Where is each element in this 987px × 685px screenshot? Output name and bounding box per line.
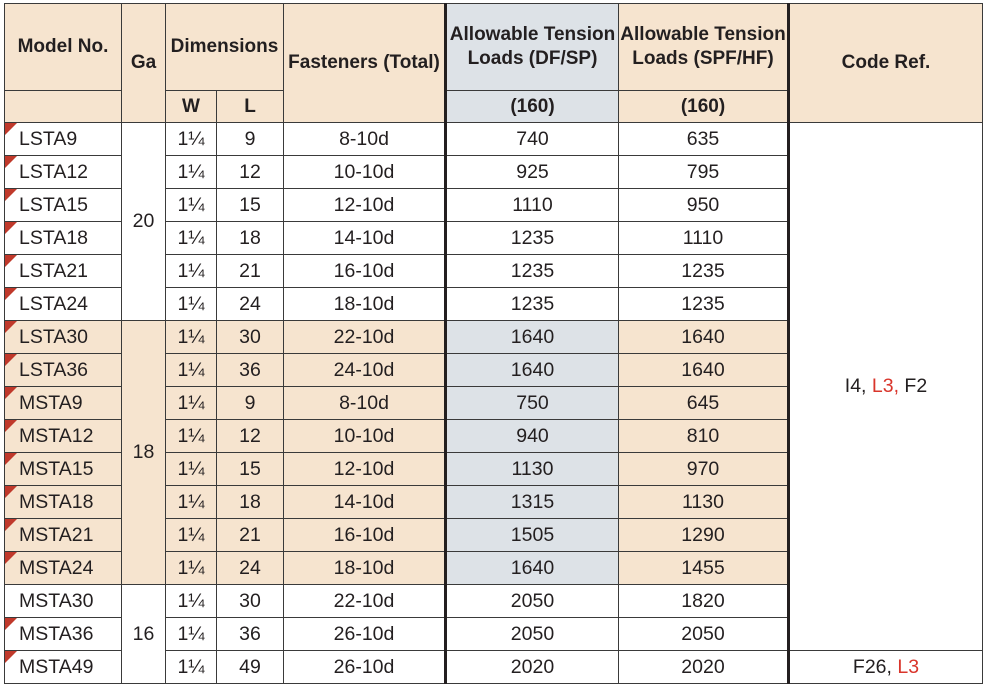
width-cell: 1¼ bbox=[166, 321, 217, 354]
model-cell: MSTA9 bbox=[5, 387, 122, 420]
tension-dfsp-cell: 1640 bbox=[446, 552, 619, 585]
length-cell: 9 bbox=[217, 123, 284, 156]
model-cell: MSTA21 bbox=[5, 519, 122, 552]
new-product-flag-icon bbox=[5, 354, 17, 366]
gauge-cell: 16 bbox=[122, 585, 166, 684]
tension-spfhf-cell: 1640 bbox=[619, 321, 789, 354]
header-model: Model No. bbox=[5, 4, 122, 91]
width-cell: 1¼ bbox=[166, 519, 217, 552]
model-cell: MSTA49 bbox=[5, 651, 122, 684]
code-ref-cell: I4, L3, F2 bbox=[789, 123, 983, 651]
tension-spfhf-cell: 810 bbox=[619, 420, 789, 453]
fasteners-cell: 14-10d bbox=[284, 222, 446, 255]
fasteners-cell: 10-10d bbox=[284, 156, 446, 189]
length-cell: 21 bbox=[217, 519, 284, 552]
fasteners-cell: 26-10d bbox=[284, 618, 446, 651]
model-cell: LSTA12 bbox=[5, 156, 122, 189]
length-cell: 30 bbox=[217, 321, 284, 354]
model-cell: MSTA15 bbox=[5, 453, 122, 486]
tension-dfsp-cell: 1640 bbox=[446, 321, 619, 354]
length-cell: 15 bbox=[217, 453, 284, 486]
new-product-flag-icon bbox=[5, 453, 17, 465]
tension-spfhf-cell: 645 bbox=[619, 387, 789, 420]
length-cell: 12 bbox=[217, 156, 284, 189]
strap-tie-table-wrapper bbox=[4, 3, 983, 684]
length-cell: 12 bbox=[217, 420, 284, 453]
new-product-flag-icon bbox=[5, 618, 17, 630]
model-cell: LSTA9 bbox=[5, 123, 122, 156]
model-cell: LSTA36 bbox=[5, 354, 122, 387]
table-row bbox=[5, 123, 983, 156]
new-product-flag-icon bbox=[5, 420, 17, 432]
width-cell: 1¼ bbox=[166, 288, 217, 321]
fasteners-cell: 18-10d bbox=[284, 552, 446, 585]
tension-spfhf-cell: 1235 bbox=[619, 288, 789, 321]
new-product-flag-icon bbox=[5, 519, 17, 531]
tension-dfsp-cell: 2020 bbox=[446, 651, 619, 684]
length-cell: 49 bbox=[217, 651, 284, 684]
tension-spfhf-cell: 970 bbox=[619, 453, 789, 486]
tension-dfsp-cell: 1640 bbox=[446, 354, 619, 387]
tension-spfhf-cell: 1820 bbox=[619, 585, 789, 618]
header-width: W bbox=[166, 91, 217, 123]
fasteners-cell: 12-10d bbox=[284, 189, 446, 222]
tension-dfsp-cell: 2050 bbox=[446, 618, 619, 651]
model-cell: MSTA36 bbox=[5, 618, 122, 651]
new-product-flag-icon bbox=[5, 321, 17, 333]
tension-spfhf-cell: 635 bbox=[619, 123, 789, 156]
tension-dfsp-cell: 750 bbox=[446, 387, 619, 420]
length-cell: 36 bbox=[217, 618, 284, 651]
table-body bbox=[5, 123, 983, 684]
new-product-flag-icon bbox=[5, 552, 17, 564]
tension-spfhf-cell: 1640 bbox=[619, 354, 789, 387]
tension-dfsp-cell: 1505 bbox=[446, 519, 619, 552]
width-cell: 1¼ bbox=[166, 189, 217, 222]
header-gauge: Ga bbox=[122, 4, 166, 123]
header-tension-spfhf: Allowable Tension Loads (SPF/HF) bbox=[619, 4, 789, 91]
strap-tie-load-table bbox=[4, 3, 983, 684]
tension-spfhf-cell: 2050 bbox=[619, 618, 789, 651]
new-product-flag-icon bbox=[5, 651, 17, 663]
fasteners-cell: 10-10d bbox=[284, 420, 446, 453]
width-cell: 1¼ bbox=[166, 486, 217, 519]
tension-spfhf-cell: 1455 bbox=[619, 552, 789, 585]
width-cell: 1¼ bbox=[166, 453, 217, 486]
new-product-flag-icon bbox=[5, 255, 17, 267]
tension-dfsp-cell: 2050 bbox=[446, 585, 619, 618]
length-cell: 36 bbox=[217, 354, 284, 387]
model-cell: LSTA18 bbox=[5, 222, 122, 255]
fasteners-cell: 24-10d bbox=[284, 354, 446, 387]
model-cell: MSTA30 bbox=[5, 585, 122, 618]
width-cell: 1¼ bbox=[166, 156, 217, 189]
tension-dfsp-cell: 1130 bbox=[446, 453, 619, 486]
tension-spfhf-cell: 795 bbox=[619, 156, 789, 189]
fasteners-cell: 14-10d bbox=[284, 486, 446, 519]
new-product-flag-icon bbox=[5, 387, 17, 399]
fasteners-cell: 18-10d bbox=[284, 288, 446, 321]
length-cell: 9 bbox=[217, 387, 284, 420]
width-cell: 1¼ bbox=[166, 585, 217, 618]
tension-dfsp-cell: 1235 bbox=[446, 288, 619, 321]
header-model-spacer bbox=[5, 91, 122, 123]
model-cell: MSTA18 bbox=[5, 486, 122, 519]
header-load-duration-spfhf: (160) bbox=[619, 91, 789, 123]
fasteners-cell: 12-10d bbox=[284, 453, 446, 486]
header-dimensions: Dimensions bbox=[166, 4, 284, 91]
tension-spfhf-cell: 1290 bbox=[619, 519, 789, 552]
header-code-ref: Code Ref. bbox=[789, 4, 983, 123]
new-product-flag-icon bbox=[5, 486, 17, 498]
tension-dfsp-cell: 925 bbox=[446, 156, 619, 189]
fasteners-cell: 8-10d bbox=[284, 387, 446, 420]
model-cell: LSTA15 bbox=[5, 189, 122, 222]
new-product-flag-icon bbox=[5, 222, 17, 234]
width-cell: 1¼ bbox=[166, 618, 217, 651]
width-cell: 1¼ bbox=[166, 552, 217, 585]
fasteners-cell: 22-10d bbox=[284, 321, 446, 354]
tension-spfhf-cell: 2020 bbox=[619, 651, 789, 684]
header-length: L bbox=[217, 91, 284, 123]
length-cell: 18 bbox=[217, 486, 284, 519]
width-cell: 1¼ bbox=[166, 354, 217, 387]
table-header bbox=[5, 4, 983, 123]
header-load-duration-dfsp: (160) bbox=[446, 91, 619, 123]
fasteners-cell: 22-10d bbox=[284, 585, 446, 618]
model-cell: MSTA24 bbox=[5, 552, 122, 585]
new-product-flag-icon bbox=[5, 288, 17, 300]
length-cell: 24 bbox=[217, 552, 284, 585]
length-cell: 21 bbox=[217, 255, 284, 288]
model-cell: LSTA24 bbox=[5, 288, 122, 321]
tension-dfsp-cell: 1110 bbox=[446, 189, 619, 222]
tension-spfhf-cell: 1235 bbox=[619, 255, 789, 288]
gauge-cell: 20 bbox=[122, 123, 166, 321]
new-product-flag-icon bbox=[5, 123, 17, 135]
gauge-cell: 18 bbox=[122, 321, 166, 585]
fasteners-cell: 8-10d bbox=[284, 123, 446, 156]
length-cell: 30 bbox=[217, 585, 284, 618]
tension-spfhf-cell: 1130 bbox=[619, 486, 789, 519]
tension-spfhf-cell: 950 bbox=[619, 189, 789, 222]
fasteners-cell: 26-10d bbox=[284, 651, 446, 684]
width-cell: 1¼ bbox=[166, 123, 217, 156]
tension-dfsp-cell: 1315 bbox=[446, 486, 619, 519]
width-cell: 1¼ bbox=[166, 222, 217, 255]
tension-spfhf-cell: 1110 bbox=[619, 222, 789, 255]
fasteners-cell: 16-10d bbox=[284, 255, 446, 288]
tension-dfsp-cell: 1235 bbox=[446, 222, 619, 255]
code-ref-cell: F26, L3 bbox=[789, 651, 983, 684]
width-cell: 1¼ bbox=[166, 651, 217, 684]
header-fasteners: Fasteners (Total) bbox=[284, 4, 446, 123]
model-cell: MSTA12 bbox=[5, 420, 122, 453]
tension-dfsp-cell: 1235 bbox=[446, 255, 619, 288]
width-cell: 1¼ bbox=[166, 420, 217, 453]
length-cell: 18 bbox=[217, 222, 284, 255]
tension-dfsp-cell: 940 bbox=[446, 420, 619, 453]
header-tension-dfsp: Allowable Tension Loads (DF/SP) bbox=[446, 4, 619, 91]
tension-dfsp-cell: 740 bbox=[446, 123, 619, 156]
width-cell: 1¼ bbox=[166, 387, 217, 420]
fasteners-cell: 16-10d bbox=[284, 519, 446, 552]
new-product-flag-icon bbox=[5, 156, 17, 168]
width-cell: 1¼ bbox=[166, 255, 217, 288]
model-cell: LSTA30 bbox=[5, 321, 122, 354]
new-product-flag-icon bbox=[5, 189, 17, 201]
length-cell: 24 bbox=[217, 288, 284, 321]
model-cell: LSTA21 bbox=[5, 255, 122, 288]
length-cell: 15 bbox=[217, 189, 284, 222]
